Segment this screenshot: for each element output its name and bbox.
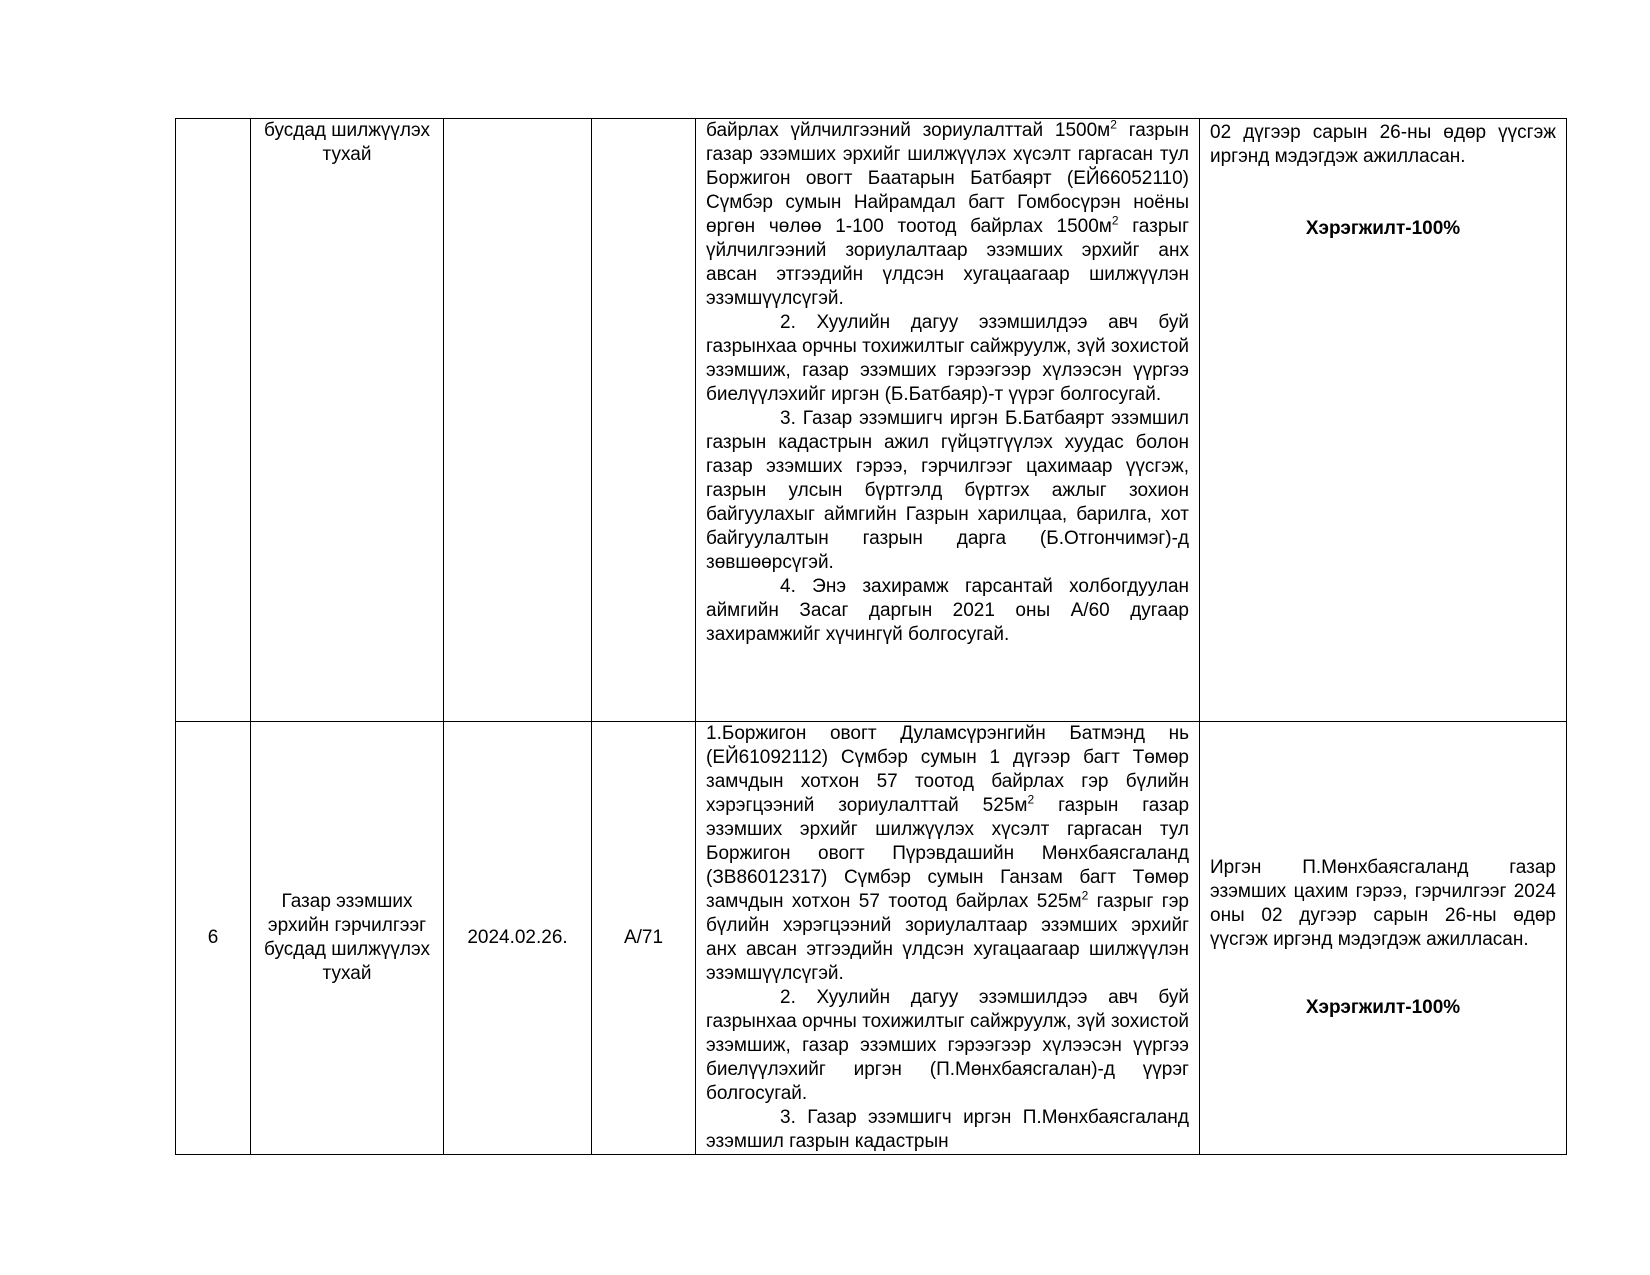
decree-paragraph-2: 2. Хуулийн дагуу эзэмшилдээ авч буй газрынхаа орчны тохижилтыг сайжруулж, зүй зохистой эзэмшиж, газар эзэмших гэрээгээр хүлээсэн үүргээ биелүүлэхийг иргэн (П.Мөнхбаясгалан)-д үүрэг болгосугай.: [706, 987, 1189, 1104]
decree-text: 1.Боржигон овогт Дуламсүрэнгийн Батмэнд нь (ЕЙ61092112) Сүмбэр сумын 1 дүгээр багт Төмөр замчдын хотхон 57 тоотод байрлах гэр бүлийн хэрэгцээний зориулалттай 525м: [706, 723, 1189, 816]
decree-text: газрын газар эзэмших эрхийг шилжүүлэх хүсэлт гаргасан тул Боржигон овогт Баатарын Батбаярт (ЕЙ66052110) Сүмбэр сумын Найрамдал багт Гомбосүрэн ноёны өргөн чөлөө 1-100 тоотод байрлах 1500м: [706, 120, 1189, 237]
table-row: [176, 119, 1567, 722]
decree-title-cell: бусдад шилжүүлэх тухай: [251, 119, 444, 722]
decree-paragraph-3: 3. Газар эзэмшигч иргэн П.Мөнхбаясгаланд эзэмшил газрын кадастрын: [706, 1107, 1189, 1152]
decree-paragraph-1: [706, 119, 1189, 311]
decree-paragraph-1: [706, 722, 1189, 986]
decree-body-cell: [696, 722, 1200, 1155]
decree-text: газрыг үйлчилгээний зориулалтаар эзэмших эрхийг анх авсан этгээдийн үлдсэн хугацаагаар шилжүүлэн эзэмшүүлсүгэй.: [706, 216, 1189, 309]
result-cell: [1200, 119, 1567, 722]
superscript: 2: [1111, 213, 1119, 228]
table-row: [176, 722, 1567, 1155]
decree-table: [175, 118, 1567, 1155]
superscript: 2: [1081, 888, 1089, 903]
decree-date-cell: 2024.02.26.: [444, 722, 592, 1155]
decree-code-cell: А/71: [592, 722, 696, 1155]
decree-paragraph-4: 4. Энэ захирамж гарсантай холбогдуулан аймгийн Засаг даргын 2021 оны А/60 дугаар захирамжийг хүчингүй болгосугай.: [706, 576, 1189, 645]
decree-text: газрыг гэр бүлийн хэрэгцээний зориулалтаар эзэмших эрхийг анх авсан этгээдийн үлдсэн хугацаагаар шилжүүлэн эзэмшүүлсүгэй.: [706, 891, 1189, 984]
result-text: Иргэн П.Мөнхбаясгаланд газар эзэмших цахим гэрээ, гэрчилгээг 2024 оны 02 дугээр сарын 26-ны өдөр үүсгэж иргэнд мэдэгдэж ажилласан.: [1210, 857, 1556, 950]
decree-text: газрын газар эзэмших эрхийг шилжүүлэх хүсэлт гаргасан тул Боржигон овогт Пүрэвдашийн Мөнхбаясгаланд (ЗВ86012317) Сүмбэр сумын Ганзам багт Төмөр замчдын хотхон 57 тоотод байрлах 525м: [706, 795, 1190, 912]
result-text: 02 дүгээр сарын 26-ны өдөр үүсгэж иргэнд мэдэгдэж ажилласан.: [1210, 122, 1556, 167]
superscript: 2: [1110, 117, 1117, 132]
decree-code-cell: [592, 119, 696, 722]
decree-title-cell: Газар эзэмших эрхийн гэрчилгээг бусдад шилжүүлэх тухай: [251, 722, 444, 1155]
decree-text: байрлах үйлчилгээний зориулалттай 1500м: [706, 120, 1111, 141]
decree-body-cell: [696, 119, 1200, 722]
implementation-rate: Хэрэгжилт-100%: [1305, 218, 1461, 239]
decree-paragraph-3: 3. Газар эзэмшигч иргэн Б.Батбаярт эзэмшил газрын кадастрын ажил гүйцэтгүүлэх хуудас болон газар эзэмших гэрээ, гэрчилгээг цахимаар үүсгэж, газрын улсын бүртгэлд бүртгэх ажлыг зохион байгуулахыг аймгийн Газрын харилцаа, барилга, хот байгуулалтын газрын дарга (Б.Отгончимэг)-д зөвшөөрсүгэй.: [706, 408, 1189, 573]
row-number-cell: [176, 119, 251, 722]
superscript: 2: [1027, 792, 1035, 807]
decree-paragraph-2: 2. Хуулийн дагуу эзэмшилдээ авч буй газрынхаа орчны тохижилтыг сайжруулж, зүй зохистой эзэмшиж, газар эзэмших гэрээгээр хүлээсэн үүргээ биелүүлэхийг иргэн (Б.Батбаяр)-т үүрэг болгосугай.: [706, 312, 1189, 405]
result-cell: [1200, 722, 1567, 1155]
row-number-cell: 6: [176, 722, 251, 1155]
decree-date-cell: [444, 119, 592, 722]
implementation-rate: Хэрэгжилт-100%: [1305, 997, 1461, 1018]
